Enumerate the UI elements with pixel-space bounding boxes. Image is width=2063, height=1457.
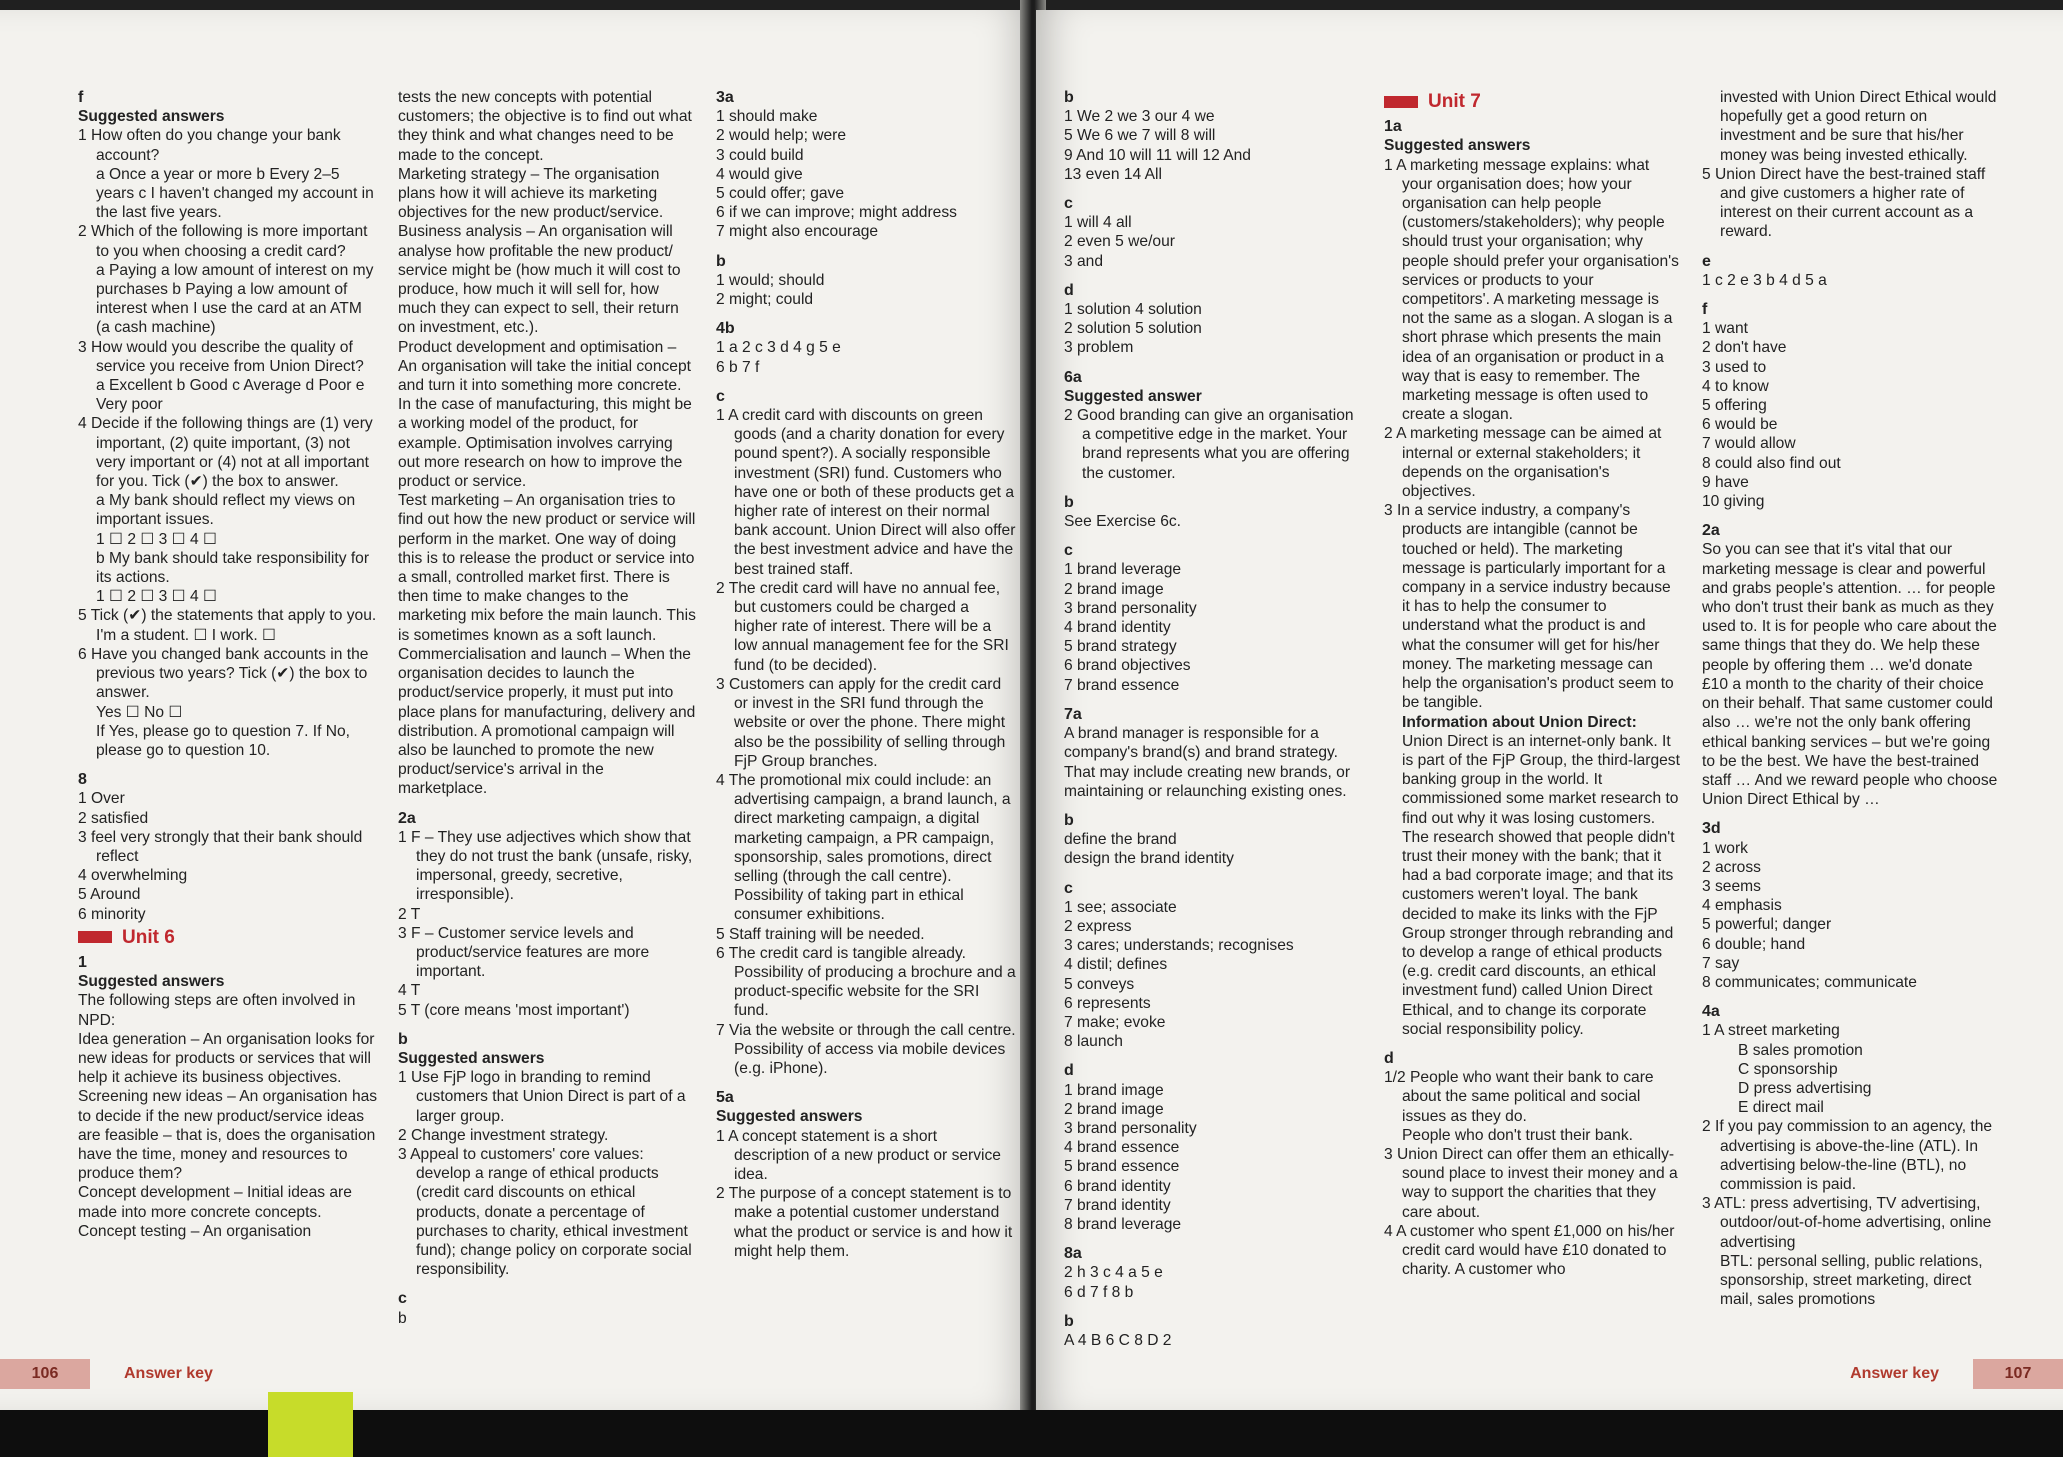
exercise-label: 3a	[716, 89, 734, 106]
answer-item: 2 brand image	[1064, 580, 1164, 598]
unit-title: Unit 7	[1428, 91, 1481, 112]
answer-item: 4 distil; defines	[1064, 956, 1168, 974]
answer-text: 1 will 4 all	[1064, 214, 1132, 232]
answer-item: 6 The credit card is tangible already. Possibility of producing a brochure and a product-specific website for the SRI fund.	[716, 944, 1016, 1020]
left-footer	[0, 1359, 213, 1389]
answer-text: b	[398, 1309, 407, 1327]
answer-item: 6 double; hand	[1702, 935, 1806, 953]
spacer	[1064, 184, 1364, 194]
answer-text: 2 h 3 c 4 a 5 e	[1064, 1264, 1163, 1282]
green-bookmark	[268, 1392, 353, 1457]
exercise-label: 1	[78, 953, 87, 971]
answer-item: 5 T (core means 'most important')	[398, 1001, 630, 1019]
exercise-label: 2a	[1702, 522, 1720, 540]
answer-item: 2 brand image	[1064, 1100, 1164, 1118]
answer-text: Screening new ideas – An organisation has to decide if the new product/service ideas are feasible – that is, does the organisation have the time, money and resources to produce them?	[78, 1088, 378, 1183]
exercise-label: c	[398, 1290, 407, 1308]
answer-text: a Once a year or more b Every 2–5 years c I haven't changed my account in the last five years.	[96, 165, 374, 222]
answer-text: 2 solution 5 solution	[1064, 320, 1202, 338]
answer-item: 7 brand identity	[1064, 1196, 1171, 1214]
answer-item: 2 would help; were	[716, 127, 847, 145]
answer-item: 4 emphasis	[1702, 897, 1782, 915]
answer-item: 2 don't have	[1702, 339, 1787, 357]
spacer	[716, 309, 1016, 319]
answer-text: Idea generation – An organisation looks for new ideas for products or services that will help it achieve its business objectives.	[78, 1030, 375, 1087]
exercise-label: c	[1064, 195, 1073, 213]
spacer	[716, 242, 1016, 252]
answer-item: 3 F – Customer service levels and product/service features are more important.	[398, 924, 650, 981]
exercise-label: 7a	[1064, 705, 1082, 723]
answer-item: 6 brand objectives	[1064, 657, 1191, 675]
exercise-label: 6a	[1064, 368, 1082, 386]
answer-item: 2 Good branding can give an organisation a competitive edge in the market. Your brand represents what you are offering the customer.	[1064, 407, 1354, 482]
answer-item: 5 Staff training will be needed.	[716, 925, 925, 943]
left-page	[0, 10, 1030, 1410]
spacer	[1064, 531, 1364, 541]
answer-item: 3 Appeal to customers' core values: develop a range of ethical products (credit card discounts on ethical products, donate a percentage of purchases to charity, ethical investment fund); change policy on corporate social responsibility.	[398, 1145, 692, 1279]
answer-text: design the brand identity	[1064, 850, 1234, 868]
exercise-label: 8	[78, 771, 87, 789]
answer-text: Marketing strategy – The organisation plans how it will achieve its marketing objectives for the new product/service.	[398, 165, 664, 222]
answer-item: 5 could offer; gave	[716, 185, 845, 203]
answer-item: 1 How often do you change your bank account?	[78, 127, 341, 164]
spacer	[1702, 511, 2002, 521]
answer-item: 1 brand leverage	[1064, 561, 1182, 579]
answer-text: C sponsorship	[1738, 1060, 1838, 1078]
answer-item: 3 Union Direct can offer them an ethically-sound place to invest their money and a way to support the charities that they care about.	[1384, 1145, 1678, 1221]
answer-item: 2 A marketing message can be aimed at internal or external stakeholders; it depends on the organisation's objectives.	[1384, 425, 1662, 501]
answer-item: 2 satisfied	[78, 809, 149, 827]
answer-item: 4 to know	[1702, 377, 1769, 395]
spacer	[1064, 358, 1364, 368]
exercise-label: 5a	[716, 1089, 734, 1107]
spacer	[716, 377, 1016, 387]
answer-item: 1/2 People who want their bank to care about the same political and social issues as they do.	[1384, 1069, 1654, 1125]
answer-item: 8 communicates; communicate	[1702, 973, 1917, 991]
answer-item: 6 brand identity	[1064, 1177, 1171, 1195]
answer-item: 7 make; evoke	[1064, 1013, 1166, 1031]
exercise-label: f	[78, 89, 84, 106]
left-column-1	[78, 88, 378, 1241]
answer-item: 7 Via the website or through the call centre. Possibility of access via mobile devices (e.g. iPhone).	[716, 1021, 1016, 1077]
exercise-label: 2a	[398, 809, 416, 827]
footer-label: Answer key	[124, 1365, 213, 1382]
section-subheading: Suggested answers	[78, 108, 225, 126]
spacer	[716, 1078, 1016, 1088]
spacer	[1702, 992, 2002, 1002]
answer-item: 2 Change investment strategy.	[398, 1126, 609, 1144]
answer-text: BTL: personal selling, public relations, sponsorship, street marketing, direct mail, sales promotions	[1720, 1252, 1983, 1309]
answer-item: 7 brand essence	[1064, 676, 1180, 694]
answer-text: 1 a 2 c 3 d 4 g 5 e	[716, 339, 841, 357]
answer-item: 4 Decide if the following things are (1) very important, (2) quite important, (3) not very important or (4) not at all important for you. Tick (✔) the box to answer.	[78, 415, 373, 491]
answer-text: a Excellent b Good c Average d Poor e Very poor	[96, 377, 365, 414]
exercise-label: b	[1064, 89, 1074, 106]
answer-item: 1 brand image	[1064, 1081, 1164, 1099]
answer-text: a My bank should reflect my views on important issues.	[96, 492, 356, 529]
answer-item: 1 Use FjP logo in branding to remind customers that Union Direct is part of a larger group.	[398, 1069, 686, 1125]
answer-item: 1 A concept statement is a short description of a new product or service idea.	[716, 1127, 1001, 1183]
section-subheading: Suggested answers	[78, 973, 225, 991]
answer-item: 6 if we can improve; might address	[716, 204, 957, 222]
spacer	[1702, 809, 2002, 819]
spacer	[1064, 483, 1364, 493]
answer-text: 3 and	[1064, 252, 1104, 270]
answer-text: So you can see that it's vital that our marketing message is clear and powerful and grabs people's attention. … for people who don't trust their bank as much as they used to. It is for people who care about the same things that they do. We help these people by offering them … we'd donate £10 a month to the charity of their choice on their behalf. That same customer could also … we're not the only bank offering ethical banking services – but we're going to be the best. We have the best-trained staff … And we reward people who choose Union Direct Ethical by …	[1702, 541, 1998, 809]
answer-item: 1 would; should	[716, 271, 825, 289]
answer-item: 2 T	[398, 905, 421, 923]
answer-item: 4 brand identity	[1064, 619, 1171, 637]
answer-text: invested with Union Direct Ethical would hopefully get a good return on investment and be sure that his/her money was being invested ethically.	[1720, 89, 1997, 164]
exercise-label: 8a	[1064, 1245, 1082, 1263]
answer-text: define the brand	[1064, 831, 1177, 849]
answer-text: Yes ☐ No ☐	[96, 703, 183, 721]
answer-item: 3 Customers can apply for the credit card or invest in the SRI fund through the website or over the phone. There might also be the possibility of selling through FjP Group branches.	[716, 675, 1006, 770]
spacer	[1064, 271, 1364, 281]
exercise-label: d	[1384, 1049, 1394, 1067]
answer-text: People who don't trust their bank.	[1402, 1126, 1633, 1144]
answer-item: 4 would give	[716, 165, 803, 183]
answer-item: 2 The credit card will have no annual fee, but customers could be charged a higher rate of interest. There will be a low annual management fee for the SRI fund (to be decided).	[716, 579, 1009, 674]
exercise-label: c	[1064, 542, 1073, 560]
answer-text: I'm a student. ☐ I work. ☐	[96, 626, 276, 644]
page-number: 106	[0, 1359, 90, 1389]
left-column-2	[398, 88, 696, 1328]
answer-text: tests the new concepts with potential customers; the objective is to find out what they think and what changes need to be made to the concept.	[398, 89, 692, 164]
answer-item: 3 could build	[716, 146, 804, 164]
answer-item: 6 Have you changed bank accounts in the previous two years? Tick (✔) the box to answer.	[78, 645, 369, 702]
right-footer	[1850, 1359, 2063, 1389]
footer-label: Answer key	[1850, 1365, 1939, 1382]
exercise-label: c	[716, 387, 725, 405]
answer-item: 5 conveys	[1064, 975, 1135, 993]
answer-text: 6 d 7 f 8 b	[1064, 1283, 1134, 1301]
answer-text: B sales promotion	[1738, 1041, 1863, 1059]
answer-item: 10 giving	[1702, 493, 1765, 511]
answer-text: Union Direct is an internet-only bank. It is part of the FjP Group, the third-largest banking group in the world. It commissioned some market research to find out why it was losing customers. The research showed that people didn't trust their money with the bank; that it had a bad corporate image; and that its customers weren't loyal. The bank decided to make its links with the FjP Group stronger through rebranding and to develop a range of ethical products (e.g. credit card discounts, an ethical investment fund) called Union Direct Ethical, and to change its corporate social responsibility policy.	[1402, 732, 1680, 1038]
exercise-label: e	[1702, 252, 1711, 270]
answer-text: 1 solution 4 solution	[1064, 301, 1202, 319]
page-number: 107	[1973, 1359, 2063, 1389]
answer-item: 2 across	[1702, 858, 1761, 876]
answer-item: 3 used to	[1702, 358, 1767, 376]
exercise-label: 1a	[1384, 118, 1402, 136]
answer-text: 3 problem	[1064, 339, 1134, 357]
answer-item: 3 cares; understands; recognises	[1064, 937, 1294, 955]
answer-item: 2 The purpose of a concept statement is to make a potential customer understand what the product or service is and how it might help them.	[716, 1185, 1013, 1260]
answer-item: 7 say	[1702, 954, 1740, 972]
answer-text: 1 c 2 e 3 b 4 d 5 a	[1702, 271, 1827, 289]
answer-item: 1 A marketing message explains: what your organisation does; how your organisation can help people (customers/stakeholders); why people should trust your organisation; why people should prefer your organisation's services or products to your competitors'. A marketing message is not the same as a slogan. A slogan is a short phrase which presents the main idea of an organisation or product in a way that is easy to remember. The marketing message is often used to create a slogan.	[1384, 156, 1679, 424]
unit-marker-bar	[78, 931, 112, 943]
left-column-3	[716, 88, 1016, 1261]
answer-item: 3 brand personality	[1064, 599, 1197, 617]
unit-heading	[78, 928, 378, 947]
answer-text: 6 b 7 f	[716, 358, 760, 376]
answer-item: 5 brand strategy	[1064, 638, 1177, 656]
answer-item: 1 work	[1702, 839, 1748, 857]
answer-text: Concept testing – An organisation	[78, 1222, 312, 1240]
spacer	[1064, 1234, 1364, 1244]
answer-item: 6 would be	[1702, 416, 1778, 434]
answer-item: 2 might; could	[716, 291, 814, 309]
answer-text: See Exercise 6c.	[1064, 513, 1182, 531]
exercise-label: c	[1064, 879, 1073, 897]
exercise-label: b	[716, 252, 726, 270]
answer-item: 4 brand essence	[1064, 1139, 1180, 1157]
answer-item: 5 Union Direct have the best-trained staff and give customers a higher rate of interest on their current account as a reward.	[1702, 165, 1986, 241]
answer-item: 4 The promotional mix could include: an advertising campaign, a brand launch, a direct marketing campaign, a digital marketing campaign, a PR campaign, sponsorship, sales promotions, direct selling (through the call centre). Possibility of taking part in ethical consumer exhibitions.	[716, 771, 1011, 924]
right-column-1	[1064, 88, 1364, 1350]
spacer	[1064, 1051, 1364, 1061]
answer-text: 5 We 6 we 7 will 8 will	[1064, 127, 1216, 145]
answer-text: If Yes, please go to question 7. If No, please go to question 10.	[96, 722, 351, 759]
exercise-label: b	[1064, 811, 1074, 829]
answer-item: 1 see; associate	[1064, 898, 1177, 916]
answer-text: Product development and optimisation – An organisation will take the initial concept and turn it into something more concrete. In the case of manufacturing, this might be a working model of the product, for example. Optimisation involves carrying out more research on how to improve the product or service.	[398, 338, 692, 491]
answer-text: A 4 B 6 C 8 D 2	[1064, 1331, 1172, 1349]
answer-item: 7 would allow	[1702, 435, 1796, 453]
section-subheading: Information about Union Direct:	[1402, 713, 1637, 731]
answer-text: The following steps are often involved in NPD:	[78, 992, 356, 1029]
exercise-label: d	[1064, 281, 1074, 299]
answer-item: 3 brand personality	[1064, 1119, 1197, 1137]
answer-item: 2 Which of the following is more important to you when choosing a credit card?	[78, 223, 368, 260]
answer-text: Commercialisation and launch – When the organisation decides to launch the product/service properly, it must put into place plans for manufacturing, delivery and distribution. A promotional campaign will also be launched to promote the new product/service's arrival in the marketplace.	[398, 645, 696, 798]
answer-item: 1 F – They use adjectives which show that they do not trust the bank (unsafe, risky, impersonal, greedy, secretive, irresponsible).	[398, 828, 693, 904]
answer-item: 1 want	[1702, 320, 1748, 338]
answer-item: 4 A customer who spent £1,000 on his/her credit card would have £10 donated to charity. A customer who	[1384, 1222, 1675, 1279]
answer-item: 8 could also find out	[1702, 454, 1841, 472]
exercise-label: b	[1064, 1312, 1074, 1330]
answer-item: 5 Around	[78, 886, 141, 904]
section-subheading: Suggested answers	[1384, 137, 1531, 155]
answer-text: A brand manager is responsible for a company's brand(s) and brand strategy. That may include creating new brands, or maintaining or relaunching existing ones.	[1064, 725, 1351, 800]
unit-marker-bar	[1384, 96, 1418, 108]
answer-item: 3 In a service industry, a company's products are intangible (cannot be touched or held). The marketing message is particularly important for a company in a service industry because it has to help the consumer to understand what the product is and what the consumer will get for his/her money. The marketing message can help the organisation's product seem to be tangible.	[1384, 502, 1674, 712]
spacer	[398, 1279, 696, 1289]
unit-title: Unit 6	[122, 926, 175, 948]
section-subheading: Suggested answers	[398, 1049, 545, 1067]
answer-item: 2 If you pay commission to an agency, the advertising is above-the-line (ATL). In advertising below-the-line (BTL), no commission is paid.	[1702, 1118, 1993, 1193]
answer-item: 9 have	[1702, 473, 1749, 491]
answer-item: 3 feel very strongly that their bank should reflect	[78, 828, 363, 865]
spacer	[1702, 242, 2002, 252]
answer-text: 13 even 14 All	[1064, 165, 1162, 183]
answer-item: 3 How would you describe the quality of service you receive from Union Direct?	[78, 338, 364, 375]
answer-text: 1 ☐ 2 ☐ 3 ☐ 4 ☐	[96, 530, 217, 548]
answer-item: 1 should make	[716, 108, 818, 126]
spacer	[1064, 695, 1364, 705]
answer-text: E direct mail	[1738, 1099, 1824, 1117]
answer-item: 2 express	[1064, 917, 1132, 935]
exercise-label: b	[398, 1030, 408, 1048]
spacer	[1064, 801, 1364, 811]
answer-item: 5 powerful; danger	[1702, 916, 1832, 934]
section-subheading: Suggested answers	[716, 1108, 863, 1126]
spacer	[398, 799, 696, 809]
answer-item: 3 seems	[1702, 877, 1761, 895]
right-column-3	[1702, 88, 2002, 1309]
answer-text: a Paying a low amount of interest on my purchases b Paying a low amount of interest when I use the card at an ATM (a cash machine)	[96, 261, 374, 337]
spacer	[1384, 1039, 1682, 1049]
answer-item: 6 minority	[78, 905, 146, 923]
right-page	[1036, 10, 2063, 1410]
answer-item: 1 A street marketing	[1702, 1022, 1840, 1040]
answer-text: Concept development – Initial ideas are made into more concrete concepts.	[78, 1184, 352, 1221]
answer-text: b My bank should take responsibility for its actions.	[96, 549, 370, 587]
answer-item: 6 represents	[1064, 994, 1151, 1012]
answer-item: 3 ATL: press advertising, TV advertising, outdoor/out-of-home advertising, online advertising	[1702, 1195, 1992, 1251]
right-column-2	[1384, 88, 1682, 1279]
answer-item: 5 Tick (✔) the statements that apply to you.	[78, 607, 377, 625]
answer-item: 7 might also encourage	[716, 223, 879, 241]
exercise-label: 4a	[1702, 1003, 1720, 1021]
answer-text: 1 We 2 we 3 our 4 we	[1064, 108, 1215, 126]
answer-item: 4 T	[398, 982, 421, 1000]
answer-text: Business analysis – An organisation will analyse how profitable the new product/ service might be (how much it will cost to produce, how much it will sell for, how much they can expect to sell, their return on investment, etc.).	[398, 223, 681, 337]
answer-text: D press advertising	[1738, 1079, 1872, 1097]
answer-text: 2 even 5 we/our	[1064, 233, 1175, 251]
spacer	[1064, 1302, 1364, 1312]
answer-item: 1 A credit card with discounts on green goods (and a charity donation for every pound spent?). A socially responsible investment (SRI) fund. Customers who have one or both of these products get a higher rate of interest on their normal bank account. Union Direct will also offer the best investment advice and have the best trained staff.	[716, 407, 1016, 578]
spacer	[398, 1020, 696, 1030]
section-subheading: Suggested answer	[1064, 387, 1202, 405]
exercise-label: 4b	[716, 320, 735, 338]
unit-heading	[1384, 92, 1682, 111]
answer-item: 5 offering	[1702, 397, 1767, 415]
exercise-label: b	[1064, 493, 1074, 511]
answer-text: 9 And 10 will 11 will 12 And	[1064, 146, 1251, 164]
answer-item: 1 Over	[78, 790, 125, 808]
answer-item: 8 brand leverage	[1064, 1215, 1182, 1233]
answer-item: 5 brand essence	[1064, 1158, 1180, 1176]
exercise-label: 3d	[1702, 820, 1721, 838]
answer-text: 1 ☐ 2 ☐ 3 ☐ 4 ☐	[96, 588, 217, 606]
exercise-label: d	[1064, 1062, 1074, 1080]
answer-text: Test marketing – An organisation tries to find out how the new product or service will perform in the market. One way of doing this is to release the product or service into a small, controlled market first. There is then time to make changes to the marketing mix before the main launch. This is sometimes known as a soft launch.	[398, 492, 696, 644]
answer-item: 4 overwhelming	[78, 867, 188, 885]
spacer	[1064, 869, 1364, 879]
spacer	[78, 760, 378, 770]
exercise-label: f	[1702, 301, 1708, 319]
spacer	[1702, 290, 2002, 300]
answer-item: 8 launch	[1064, 1033, 1123, 1051]
